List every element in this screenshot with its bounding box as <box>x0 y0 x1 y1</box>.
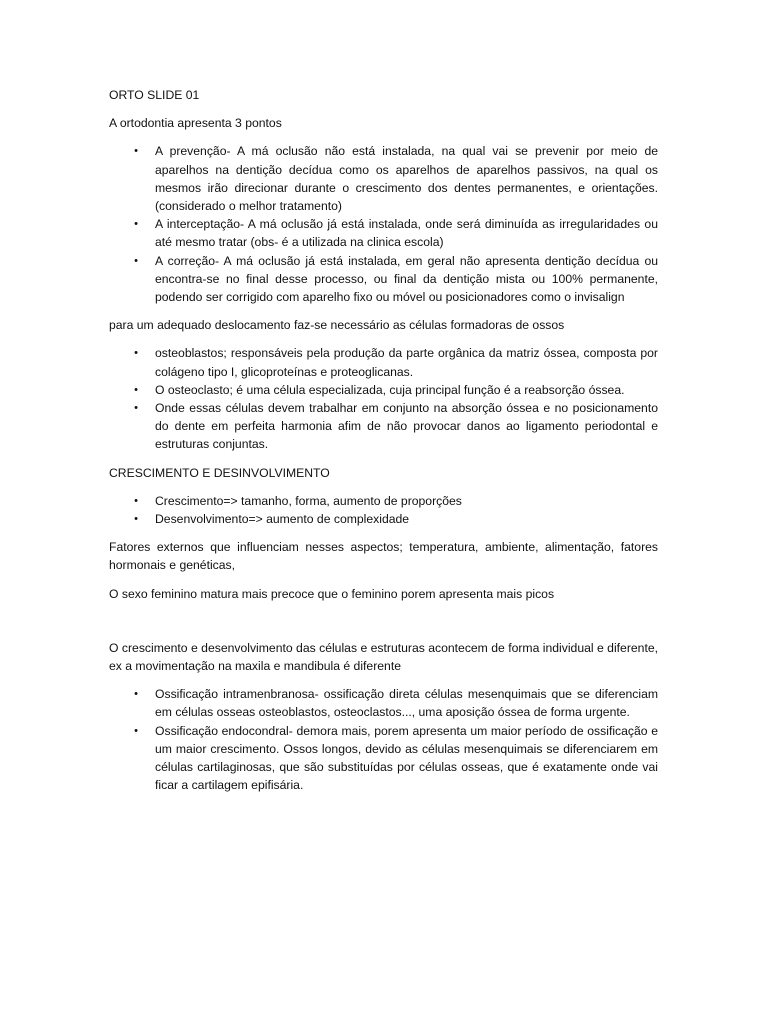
list-item <box>109 344 658 380</box>
section-heading: CRESCIMENTO E DESINVOLVIMENTO <box>109 465 330 480</box>
list-item-text: A interceptação- A má oclusão já está instalada, onde será diminuída as irregularidades ou até mesmo tratar (obs- é a utilizada na clinica escola) <box>155 217 658 250</box>
list-item <box>109 492 658 510</box>
ossification-list <box>109 685 658 794</box>
bullet-icon: • <box>134 254 138 267</box>
list-item <box>109 399 658 454</box>
bone-cells-paragraph: para um adequado deslocamento faz-se necessário as células formadoras de ossos <box>109 318 565 333</box>
bullet-icon: • <box>134 383 138 396</box>
list-item-text: Crescimento=> tamanho, forma, aumento de proporções <box>155 493 462 508</box>
list-item-text: O osteoclasto; é uma célula especializada, cuja principal função é a reabsorção óssea. <box>155 382 625 397</box>
document-title: ORTO SLIDE 01 <box>109 88 200 102</box>
bullet-icon: • <box>134 494 138 507</box>
list-item <box>109 510 658 528</box>
intro-paragraph: A ortodontia apresenta 3 pontos <box>109 116 282 131</box>
list-item-text: A correção- A má oclusão já está instalada, em geral não apresenta dentição decídua ou encontra-se no final desse processo, ou final da dentição mista ou 100% permanente, podendo ser corrigido com aparelho fixo ou móvel ou posicionadores como o invisalign <box>155 253 658 305</box>
list-item <box>109 142 658 215</box>
list-item-text: Desenvolvimento=> aumento de complexidade <box>155 512 410 527</box>
bullet-icon: • <box>134 145 138 158</box>
list-item <box>109 722 658 795</box>
list-item <box>109 381 658 399</box>
bullet-icon: • <box>134 724 138 737</box>
list-item-text: Ossificação endocondral- demora mais, porem apresenta um maior período de ossificação e um maior crescimento. Ossos longos, devido as células mesenquimais se diferenciarem em células cartilaginosas, que são substituídas por células osseas, que é exatamente onde vai ficar a cartilagem epifisária. <box>155 723 658 793</box>
list-item <box>109 685 658 721</box>
list-item-text: osteoblastos; responsáveis pela produção da parte orgânica da matriz óssea, composta por colágeno tipo I, glicoproteínas e proteoglicanas. <box>155 346 658 379</box>
list-item-text: Ossificação intramenbranosa- ossificação direta células mesenquimais que se diferenciam em células osseas osteoblastos, osteoclastos..., uma aposição óssea de forma urgente. <box>155 687 658 720</box>
bullet-icon: • <box>134 347 138 360</box>
list-item-text: A prevenção- A má oclusão não está instalada, na qual vai se prevenir por meio de aparelhos na dentição decídua como os aparelhos de aparelhos passivos, na qual os mesmos irão direcionar durante o crescimento dos dentes permanentes, e orientações.(considerado o melhor tratamento) <box>155 144 658 214</box>
bone-cells-list <box>109 344 658 453</box>
spacer <box>109 613 658 639</box>
external-factors-paragraph: Fatores externos que influenciam nesses aspectos; temperatura, ambiente, alimentação, fatores hormonais e genéticas, <box>109 540 658 573</box>
list-item <box>109 215 658 251</box>
bullet-icon: • <box>134 513 138 526</box>
bullet-icon: • <box>134 218 138 231</box>
list-item <box>109 252 658 307</box>
bullet-icon: • <box>134 402 138 415</box>
maturation-paragraph: O sexo feminino matura mais precoce que o feminino porem apresenta mais picos <box>109 586 555 601</box>
orthodontics-points-list <box>109 142 658 306</box>
development-paragraph: O crescimento e desenvolvimento das células e estruturas acontecem de forma individual e diferente, ex a movimentação na maxila e mandibula é diferente <box>109 640 658 674</box>
bullet-icon: • <box>134 688 138 701</box>
list-item-text: Onde essas células devem trabalhar em conjunto na absorção óssea e no posicionamento do dente em perfeita harmonia afim de não provocar danos ao ligamento periodontal e estruturas conjuntas. <box>155 401 658 452</box>
growth-list <box>109 492 658 528</box>
